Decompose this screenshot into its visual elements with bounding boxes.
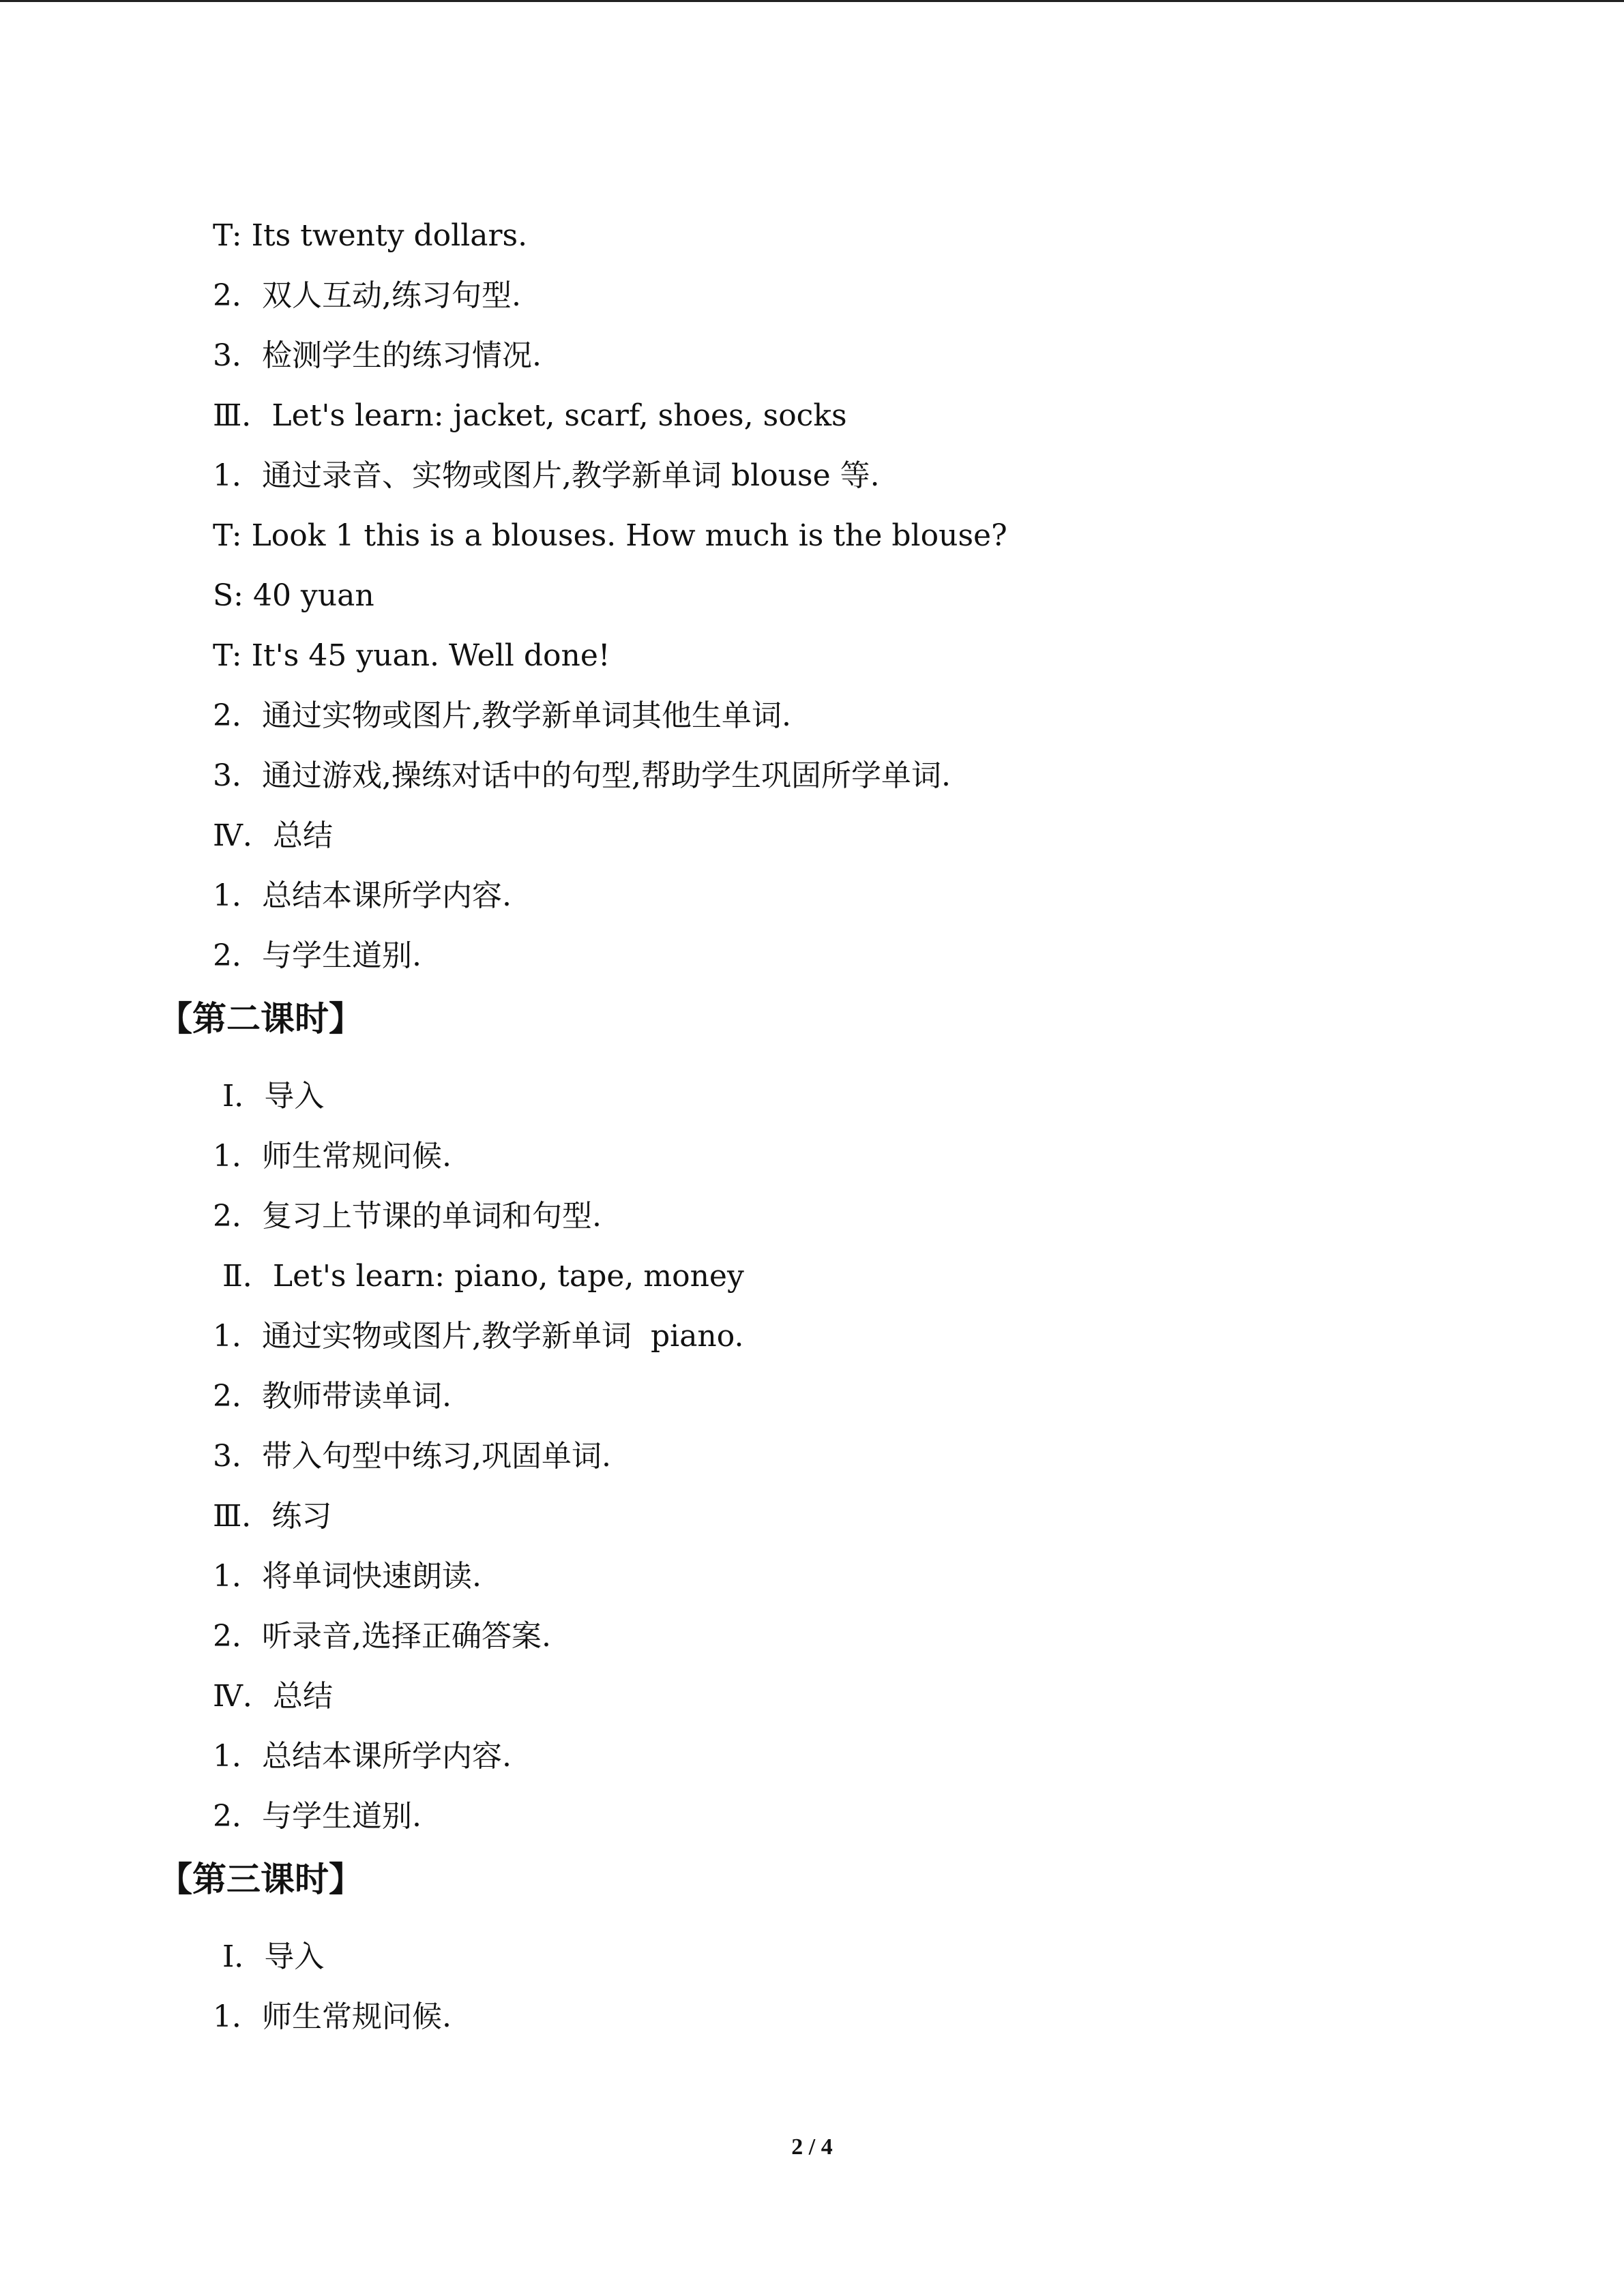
list-item: 2．双人互动,练习句型. bbox=[213, 278, 521, 313]
section-heading: Ⅳ．总结 bbox=[213, 818, 333, 853]
list-item: 1．师生常规问候. bbox=[213, 1999, 452, 2034]
list-item: 2．与学生道别. bbox=[213, 1799, 422, 1834]
dialogue-line: T: Its twenty dollars. bbox=[213, 218, 528, 253]
list-item: 3．通过游戏,操练对话中的句型,帮助学生巩固所学单词. bbox=[213, 758, 951, 793]
list-item: 1．师生常规问候. bbox=[213, 1139, 452, 1174]
list-item: 2．教师带读单词. bbox=[213, 1379, 452, 1414]
list-item: 1．总结本课所学内容. bbox=[213, 878, 512, 913]
section-heading: Ⅳ．总结 bbox=[213, 1679, 333, 1714]
lesson-title: 【第三课时】 bbox=[158, 1860, 363, 1899]
list-item: 1．通过录音、实物或图片,教学新单词 blouse 等. bbox=[213, 458, 880, 493]
list-item: 2．与学生道别. bbox=[213, 938, 422, 973]
list-item: 2．听录音,选择正确答案. bbox=[213, 1619, 551, 1654]
list-item: 1．总结本课所学内容. bbox=[213, 1739, 512, 1774]
list-item: 3．检测学生的练习情况. bbox=[213, 338, 542, 373]
dialogue-line: S: 40 yuan bbox=[213, 578, 374, 613]
section-heading: Ⅱ．Let's learn: piano, tape, money bbox=[213, 1259, 744, 1294]
section-heading: Ⅰ．导入 bbox=[213, 1939, 325, 1974]
list-item: 2．复习上节课的单词和句型. bbox=[213, 1199, 602, 1234]
page-number: 2 / 4 bbox=[791, 2134, 833, 2160]
dialogue-line: T: It's 45 yuan. Well done! bbox=[213, 638, 610, 673]
list-item: 1．通过实物或图片,教学新单词 piano. bbox=[213, 1319, 744, 1354]
lesson-title: 【第二课时】 bbox=[158, 999, 363, 1039]
list-item: 3．带入句型中练习,巩固单词. bbox=[213, 1439, 611, 1474]
list-item: 2．通过实物或图片,教学新单词其他生单词. bbox=[213, 698, 791, 733]
section-heading: Ⅲ．练习 bbox=[213, 1499, 332, 1534]
section-heading: Ⅲ．Let's learn: jacket, scarf, shoes, socks bbox=[213, 398, 847, 433]
lesson-plan-body bbox=[158, 217, 1488, 2058]
dialogue-line: T: Look 1 this is a blouses. How much is the blouse? bbox=[213, 518, 1007, 553]
list-item: 1．将单词快速朗读. bbox=[213, 1559, 482, 1594]
top-border bbox=[0, 0, 1624, 2]
section-heading: Ⅰ．导入 bbox=[213, 1079, 325, 1114]
